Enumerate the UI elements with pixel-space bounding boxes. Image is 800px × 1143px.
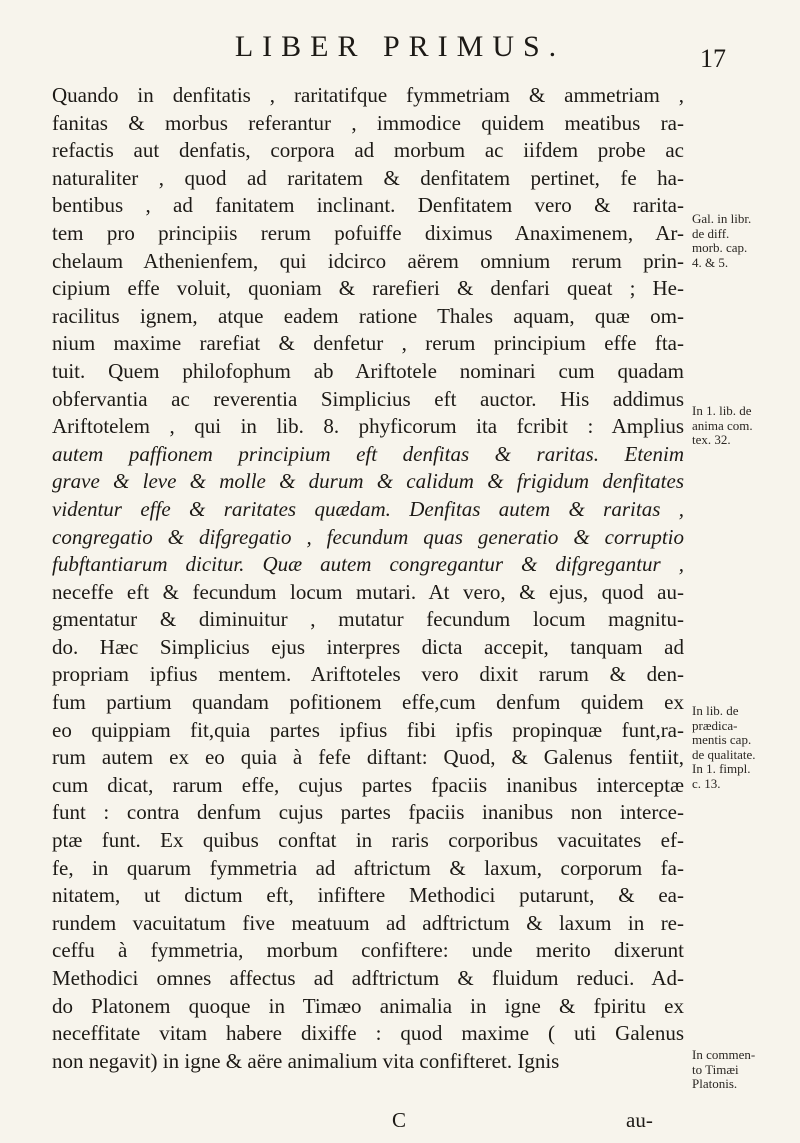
text-line: cum dicat, rarum effe, cujus partes fpaciis inanibus interceptæ bbox=[52, 772, 684, 797]
running-title: LIBER PRIMUS. bbox=[234, 30, 566, 63]
text-line: ptæ funt. Ex quibus conftat in raris corporibus vacuitates ef- bbox=[52, 828, 684, 853]
text-line: propriam ipfius mentem. Ariftoteles vero dixit rarum & den- bbox=[52, 662, 684, 687]
margin-note-line: anima com. bbox=[692, 417, 753, 433]
text-line: ceffu à fymmetria, morbum confiftere: unde merito dixerunt bbox=[52, 938, 684, 963]
margin-note-line: 4. & 5. bbox=[692, 254, 729, 270]
margin-note-praedicamentis bbox=[692, 704, 796, 791]
text-line: chelaum Athenienfem, qui idcirco aërem omnium rerum prin- bbox=[52, 248, 684, 273]
text-line: obfervantia ac reverentia Simplicius eft auctor. His addimus bbox=[52, 386, 684, 411]
margin-note-line: prædica- bbox=[692, 717, 738, 733]
margin-note-line: morb. cap. bbox=[692, 240, 748, 255]
text-line-quotation: fubftantiarum dicitur. Quæ autem congregantur & difgregantur , bbox=[52, 552, 684, 577]
main-text-block bbox=[52, 82, 684, 1075]
margin-note-line: de qualitate. bbox=[692, 746, 756, 762]
text-line: Quando in denfitatis , raritatifque fymmetriam & ammetriam , bbox=[52, 83, 684, 107]
text-line-quotation: grave & leve & molle & durum & calidum & frigidum denfitates bbox=[52, 469, 684, 494]
text-line: naturaliter , quod ad raritatem & denfitatem pertinet, fe ha- bbox=[52, 165, 684, 190]
text-line: refactis aut denfatis, corpora ad morbum ac iifdem probe ac bbox=[52, 138, 684, 163]
text-line: racilitus ignem, atque eadem ratione Thales aquam, quæ om- bbox=[52, 303, 684, 328]
text-line: Ariftotelem , qui in lib. 8. phyficorum ita fcribit : Amplius bbox=[52, 414, 684, 439]
margin-note-line: tex. 32. bbox=[692, 432, 731, 447]
text-line-quotation: congregatio & difgregatio , fecundum quas generatio & corruptio bbox=[52, 524, 684, 549]
text-line: fanitas & morbus referantur , immodice quidem meatibus ra- bbox=[52, 110, 684, 135]
text-line: rum autem ex eo quia à fefe diftant: Quod, & Galenus fentiit, bbox=[52, 745, 684, 770]
margin-note-line: mentis cap. bbox=[692, 732, 752, 747]
margin-note-galen bbox=[692, 212, 796, 270]
catchword: au- bbox=[626, 1108, 653, 1132]
text-line: fe, in quarum fymmetria ad aftrictum & laxum, corporum fa- bbox=[52, 855, 684, 880]
text-line: nitatem, ut dictum eft, infiftere Methodici putarunt, & ea- bbox=[52, 883, 684, 908]
signature-mark: C bbox=[392, 1108, 407, 1132]
margin-note-line: to Timæi bbox=[692, 1061, 739, 1077]
text-line-quotation: autem paffionem principium eft denfitas & raritas. Etenim bbox=[52, 441, 684, 466]
margin-note-line: de diff. bbox=[692, 225, 730, 241]
text-line: Methodici omnes affectus ad adftrictum & fluidum reduci. Ad- bbox=[52, 966, 684, 990]
text-line: neceffitate vitam habere dixiffe : quod maxime ( uti Galenus bbox=[52, 1021, 684, 1046]
text-line: do Platonem quoque in Timæo animalia in igne & fpiritu ex bbox=[52, 993, 684, 1018]
text-line: funt : contra denfum cujus partes fpaciis inanibus non interce- bbox=[52, 800, 684, 825]
margin-note-de-anima bbox=[692, 404, 796, 448]
text-line: non negavit) in igne & aëre animalium vita confifteret. Ignis bbox=[52, 1048, 560, 1073]
text-line: gmentatur & diminuitur , mutatur fecundum locum magnitu- bbox=[52, 607, 684, 632]
margin-note-line: c. 13. bbox=[692, 775, 721, 791]
margin-note-line: In 1. lib. de bbox=[692, 403, 752, 418]
page-number: 17 bbox=[700, 44, 726, 73]
text-line: tuit. Quem philofophum ab Ariftotele nominari cum quadam bbox=[52, 358, 684, 383]
margin-note-line: Gal. in libr. bbox=[692, 211, 752, 226]
text-line: rundem vacuitatum five meatuum ad adftrictum & laxum in re- bbox=[52, 910, 684, 935]
text-line-quotation: videntur effe & raritates quædam. Denfitas autem & raritas , bbox=[52, 496, 684, 521]
margin-note-line: In commen- bbox=[692, 1047, 756, 1062]
text-line: eo quippiam fit,quia partes ipfius fibi ipfis propinquæ funt,ra- bbox=[52, 717, 684, 742]
text-line: neceffe eft & fecundum locum mutari. At vero, & ejus, quod au- bbox=[52, 579, 684, 604]
text-line: bentibus , ad fanitatem inclinant. Denfitatem vero & rarita- bbox=[52, 193, 684, 218]
margin-note-line: Platonis. bbox=[692, 1076, 738, 1091]
margin-note-timaeus bbox=[692, 1048, 796, 1092]
text-line: do. Hæc Simplicius ejus interpres dicta accepit, tanquam ad bbox=[52, 634, 684, 659]
text-line: fum partium quandam pofitionem effe,cum denfum quidem ex bbox=[52, 690, 684, 715]
text-line: tem pro principiis rerum pofuiffe diximus Anaximenem, Ar- bbox=[52, 220, 684, 245]
text-line: nium maxime rarefiat & denfetur , rerum principium effe fta- bbox=[52, 331, 684, 356]
margin-note-line: In 1. fimpl. bbox=[692, 761, 751, 776]
text-line: cipium effe voluit, quoniam & rarefieri & denfari queat ; He- bbox=[52, 276, 684, 301]
margin-note-line: In lib. de bbox=[692, 703, 739, 718]
